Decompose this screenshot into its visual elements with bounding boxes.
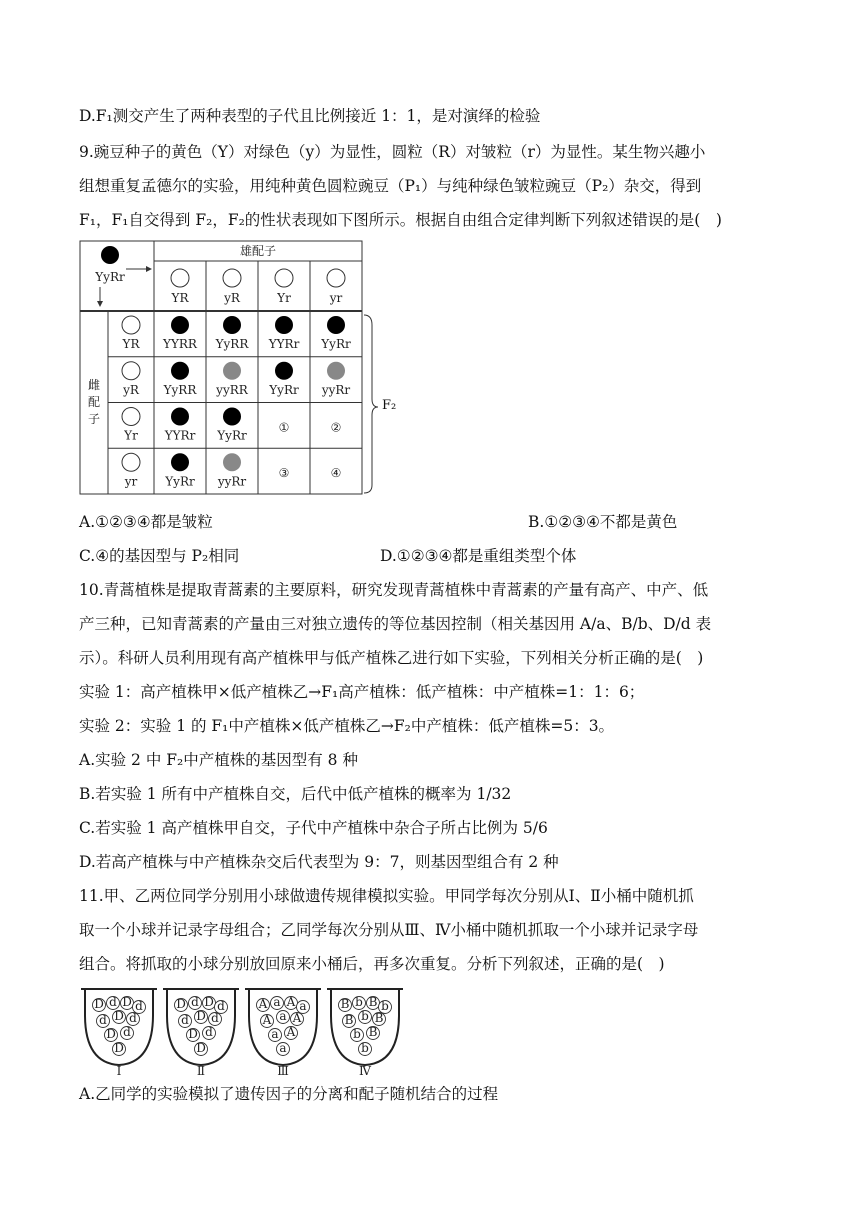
- offspring-genotype: YyRr: [321, 337, 351, 351]
- q10-option-b: B.若实验 1 所有中产植株自交，后代中低产植株的概率为 1/32: [79, 785, 512, 803]
- ball-letter: D: [204, 995, 214, 1009]
- parent-genotype: YyRr: [95, 270, 125, 284]
- q10-option-a: A.实验 2 中 F₂中产植株的基因型有 8 种: [79, 751, 358, 769]
- q9-stem-line3: F₁，F₁自交得到 F₂，F₂的性状表现如下图所示。根据自由组合定律判断下列叙述错误的是( ): [79, 211, 722, 229]
- ball-letter: d: [191, 995, 199, 1009]
- q10-stem-line2: 产三种，已知青蒿素的产量由三对独立遗传的等位基因控制（相关基因用 A/a、B/b、D/d 表: [79, 615, 712, 633]
- offspring-genotype: YyRr: [269, 382, 299, 397]
- bucket-label: Ⅱ: [196, 1064, 206, 1075]
- ball-letter: b: [361, 1041, 369, 1055]
- offspring-genotype: YYRr: [164, 428, 196, 443]
- offspring-genotype: YyRr: [217, 428, 247, 443]
- q9-stem-line1: 9.豌豆种子的黄色（Y）对绿色（y）为显性，圆粒（R）对皱粒（r）为显性。某生物兴趣小: [79, 143, 706, 161]
- offspring-seed-icon: [275, 316, 293, 334]
- male-gamete-genotype: yR: [224, 291, 240, 305]
- ball-letter: b: [361, 1009, 369, 1023]
- q9-option-d: D.①②③④都是重组类型个体: [380, 547, 577, 565]
- ball-letter: a: [271, 1027, 279, 1041]
- female-gamete-seed-icon: [122, 453, 140, 471]
- offspring-seed-icon: [327, 316, 345, 334]
- ball-letter: d: [129, 1011, 137, 1025]
- ball-letter: d: [217, 999, 225, 1013]
- offspring-genotype: YYRR: [163, 337, 197, 351]
- ball-letter: B: [368, 1025, 378, 1039]
- bucket-diagram: [79, 985, 409, 1075]
- female-gamete-label-char: 子: [87, 412, 101, 426]
- ball-letter: D: [114, 1009, 124, 1023]
- male-gamete-seed-icon: [223, 269, 241, 287]
- f2-brace: [364, 315, 378, 493]
- female-gamete-seed-icon: [122, 316, 140, 334]
- male-gamete-seed-icon: [275, 269, 293, 287]
- arrowhead-right-icon: [146, 266, 152, 272]
- ball-letter: A: [286, 1025, 296, 1039]
- q11-stem-line3: 组合。将抓取的小球分别放回原来小桶后，再多次重复。分析下列叙述，正确的是( ): [79, 955, 665, 973]
- q10-option-d: D.若高产植株与中产植株杂交后代表型为 9：7，则基因型组合有 2 种: [79, 853, 559, 871]
- ball-letter: A: [286, 995, 296, 1009]
- female-gamete-label-char: 配: [87, 395, 101, 409]
- bucket: [327, 989, 403, 1075]
- offspring-genotype: YyRR: [163, 382, 197, 397]
- male-gamete-seed-icon: [327, 269, 345, 287]
- ball-letter: A: [258, 997, 268, 1011]
- offspring-number-label: ④: [330, 466, 342, 481]
- female-gamete-seed-icon: [122, 408, 140, 426]
- offspring-seed-icon: [171, 408, 189, 426]
- arrowhead-down-icon: [97, 301, 103, 307]
- ball-letter: d: [181, 1013, 189, 1027]
- ball-letter: d: [123, 1025, 131, 1039]
- q11-stem-line1: 11.甲、乙两位同学分别用小球做遗传规律模拟实验。甲同学每次分别从Ⅰ、Ⅱ小桶中随机抓: [79, 887, 694, 905]
- offspring-genotype: yyRr: [321, 382, 351, 397]
- q8-option-d: D.F₁测交产生了两种表型的子代且比例接近 1：1，是对演绎的检验: [79, 107, 541, 125]
- ball-letter: A: [262, 1013, 272, 1027]
- ball-letter: B: [374, 1011, 384, 1025]
- q10-stem-line1: 10.青蒿植株是提取青蒿素的主要原料，研究发现青蒿植株中青蒿素的产量有高产、中产、低: [79, 581, 709, 599]
- q11-option-a: A.乙同学的实验模拟了遗传因子的分离和配子随机结合的过程: [79, 1085, 499, 1103]
- ball-letter: B: [368, 995, 378, 1009]
- male-gamete-genotype: Yr: [277, 291, 291, 305]
- ball-letter: B: [344, 1013, 354, 1027]
- ball-letter: D: [94, 997, 104, 1011]
- ball-letter: a: [279, 1009, 287, 1023]
- offspring-number-label: ②: [330, 420, 342, 435]
- ball-letter: a: [273, 995, 281, 1009]
- offspring-genotype: yyRR: [216, 382, 248, 397]
- bucket-label: Ⅳ: [359, 1064, 371, 1075]
- offspring-seed-icon: [223, 316, 241, 334]
- offspring-seed-icon: [327, 362, 345, 380]
- q9-option-b: B.①②③④不都是黄色: [528, 513, 678, 531]
- ball-letter: d: [205, 1025, 213, 1039]
- parent-seed-icon: [101, 246, 119, 264]
- male-gamete-label: 雄配子: [239, 244, 277, 258]
- ball-letter: b: [355, 995, 363, 1009]
- male-gamete-genotype: yr: [329, 291, 343, 305]
- offspring-genotype: yyRr: [217, 474, 247, 489]
- q9-option-a: A.①②③④都是皱粒: [79, 513, 213, 531]
- punnett-square: [78, 239, 380, 497]
- f2-label: F₂: [382, 398, 397, 413]
- q10-experiment-2: 实验 2：实验 1 的 F₁中产植株×低产植株乙→F₂中产植株：低产植株=5：3。: [79, 717, 615, 735]
- offspring-seed-icon: [275, 362, 293, 380]
- ball-letter: d: [99, 1013, 107, 1027]
- offspring-number-label: ①: [278, 420, 290, 435]
- offspring-seed-icon: [223, 408, 241, 426]
- offspring-seed-icon: [171, 316, 189, 334]
- male-gamete-genotype: YR: [171, 291, 189, 305]
- ball-letter: D: [188, 1027, 198, 1041]
- q11-stem-line2: 取一个小球并记录字母组合；乙同学每次分别从Ⅲ、Ⅳ小桶中随机抓取一个小球并记录字母: [79, 921, 699, 939]
- ball-letter: D: [122, 995, 132, 1009]
- female-gamete-genotype: yr: [124, 474, 138, 489]
- ball-letter: a: [279, 1041, 287, 1055]
- ball-letter: D: [196, 1009, 206, 1023]
- bucket-label: Ⅰ: [116, 1064, 122, 1075]
- q9-stem-line2: 组想重复孟德尔的实验，用纯种黄色圆粒豌豆（P₁）与纯种绿色皱粒豌豆（P₂）杂交，得到: [79, 177, 702, 195]
- ball-letter: D: [106, 1027, 116, 1041]
- ball-letter: D: [114, 1041, 124, 1055]
- ball-letter: D: [176, 997, 186, 1011]
- bucket-diagram-svg: [79, 985, 409, 1075]
- female-gamete-label-char: 雌: [87, 378, 101, 392]
- bucket: [163, 989, 239, 1075]
- punnett-square-svg: [78, 239, 380, 497]
- q10-option-c: C.若实验 1 高产植株甲自交，子代中产植株中杂合子所占比例为 5/6: [79, 819, 548, 837]
- female-gamete-genotype: yR: [123, 382, 139, 397]
- bucket: [81, 989, 157, 1075]
- offspring-seed-icon: [223, 453, 241, 471]
- q9-option-c: C.④的基因型与 P₂相同: [79, 547, 240, 565]
- male-gamete-seed-icon: [171, 269, 189, 287]
- ball-letter: b: [381, 999, 389, 1013]
- bucket: [245, 989, 321, 1075]
- ball-letter: b: [353, 1027, 361, 1041]
- offspring-seed-icon: [223, 362, 241, 380]
- ball-letter: d: [135, 999, 143, 1013]
- female-gamete-genotype: Yr: [124, 428, 138, 443]
- offspring-number-label: ③: [278, 466, 290, 481]
- ball-letter: d: [109, 995, 117, 1009]
- ball-letter: B: [340, 997, 350, 1011]
- offspring-genotype: YyRr: [165, 474, 195, 489]
- q10-stem-line3: 示）。科研人员利用现有高产植株甲与低产植株乙进行如下实验，下列相关分析正确的是( ): [79, 649, 704, 667]
- offspring-seed-icon: [171, 453, 189, 471]
- ball-letter: A: [292, 1011, 302, 1025]
- ball-letter: d: [211, 1011, 219, 1025]
- offspring-genotype: YYRr: [268, 337, 300, 351]
- bucket-label: Ⅲ: [277, 1064, 289, 1075]
- offspring-seed-icon: [171, 362, 189, 380]
- q10-experiment-1: 实验 1：高产植株甲×低产植株乙→F₁高产植株：低产植株：中产植株=1：1：6；: [79, 683, 645, 701]
- female-gamete-genotype: YR: [122, 337, 140, 351]
- female-gamete-seed-icon: [122, 362, 140, 380]
- ball-letter: D: [196, 1041, 206, 1055]
- offspring-genotype: YyRR: [215, 337, 249, 351]
- ball-letter: a: [299, 999, 307, 1013]
